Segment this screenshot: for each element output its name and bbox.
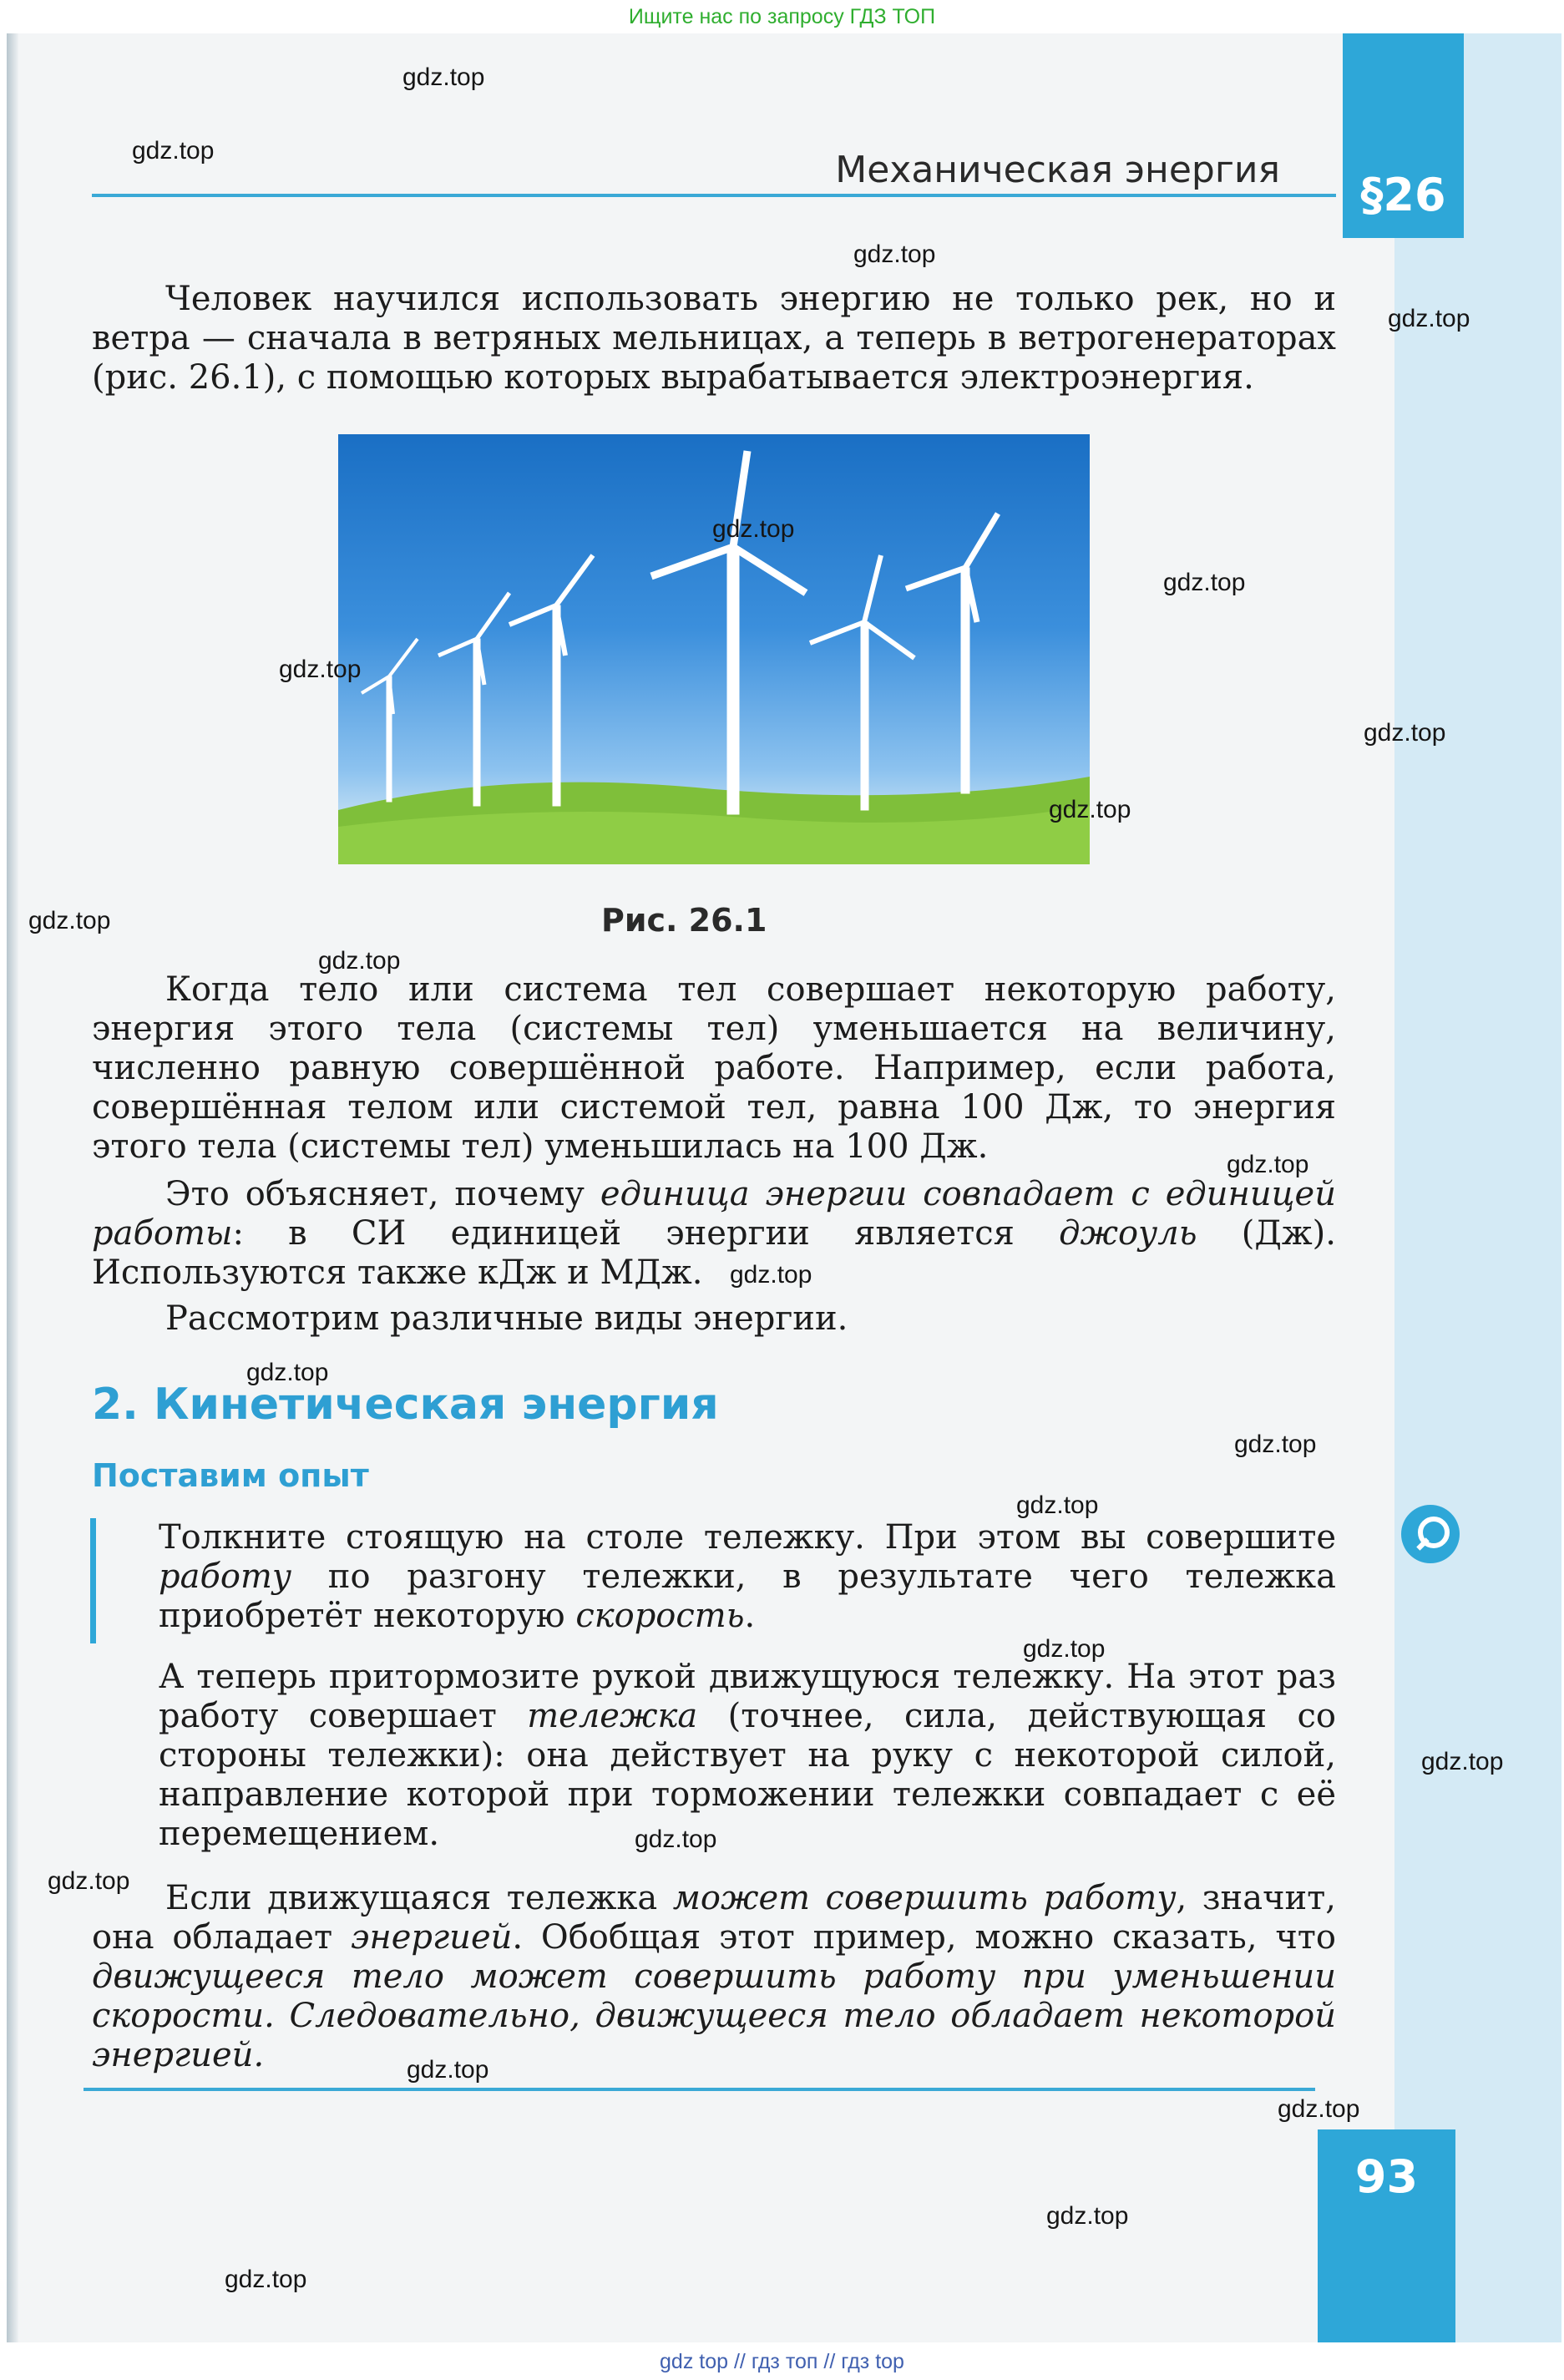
watermark: gdz.top <box>1023 1635 1106 1663</box>
units-text-a: Это объясняет, почему <box>165 1175 600 1213</box>
work-term: работу <box>159 1557 292 1596</box>
header-title: Механическая энергия <box>835 149 1280 191</box>
can-do-work-term: может совершить работу <box>672 1879 1177 1917</box>
bottom-banner: gdz top // гдз топ // гдз top <box>660 2350 904 2373</box>
paragraph-types: Рассмотрим различные виды энергии. <box>165 1299 848 1338</box>
experiment-title: Поставим опыт <box>92 1457 369 1494</box>
watermark: gdz.top <box>712 515 795 543</box>
units-text-c: : в СИ единицей энергии является <box>232 1214 1060 1253</box>
experiment-bar <box>90 1518 96 1643</box>
brake-text-c: (точнее, сила, действующая со стороны тележки): она действует на руку с некоторой силой, направление которой при торможении тележки совпадает с её перемещением. <box>159 1697 1336 1853</box>
energy-term: энергией <box>350 1918 513 1957</box>
figure-wind-turbines <box>338 434 1090 864</box>
watermark: gdz.top <box>225 2266 307 2293</box>
turbine-1 <box>362 639 418 802</box>
watermark: gdz.top <box>279 656 362 683</box>
watermark: gdz.top <box>246 1359 329 1386</box>
wind-turbines-illustration <box>338 434 1090 864</box>
paragraph-units <box>92 1175 1336 1293</box>
watermark: gdz.top <box>853 241 936 268</box>
watermark: gdz.top <box>1227 1151 1309 1178</box>
side-strip <box>1394 33 1561 2342</box>
watermark: gdz.top <box>1421 1748 1504 1775</box>
watermark: gdz.top <box>1016 1491 1099 1519</box>
magnifier-icon <box>1401 1505 1460 1563</box>
push-text-a: Толкните стоящую на столе тележку. При этом вы совершите <box>159 1518 1336 1557</box>
watermark: gdz.top <box>1388 305 1470 332</box>
watermark: gdz.top <box>132 137 215 165</box>
watermark: gdz.top <box>48 1867 130 1895</box>
turbine-4 <box>651 451 806 814</box>
watermark: gdz.top <box>1364 719 1446 747</box>
watermark: gdz.top <box>28 907 111 934</box>
top-banner: Ищите нас по запросу ГДЗ ТОП <box>628 5 936 28</box>
paragraph-wind: Человек научился использовать энергию не только рек, но и ветра — сначала в ветряных мельницах, а теперь в ветрогенераторах (рис. 26.1), с помощью которых вырабатывается электроэнергия. <box>92 280 1336 397</box>
watermark: gdz.top <box>1046 2202 1129 2230</box>
push-text-c: по разгону тележки, в результате чего тележка приобретёт некоторую <box>159 1557 1336 1635</box>
page-left-edge <box>7 33 18 2342</box>
watermark: gdz.top <box>1234 1431 1317 1458</box>
units-emphasis: единица энергии совпадает с единицей работы <box>92 1175 1336 1253</box>
conclusion-text-a: Если движущаяся тележка <box>165 1879 673 1917</box>
watermark: gdz.top <box>730 1261 812 1289</box>
units-text-e: (Дж). Используются также кДж и МДж. <box>92 1214 1336 1292</box>
section-heading-kinetic: 2. Кинетическая энергия <box>92 1380 719 1430</box>
watermark: gdz.top <box>1278 2095 1360 2123</box>
experiment-paragraph-push <box>159 1518 1336 1636</box>
experiment-paragraph-brake <box>159 1658 1336 1854</box>
watermark: gdz.top <box>318 947 401 975</box>
push-text-e: . <box>744 1597 756 1635</box>
conclusion-text-c: , значит, она обладает <box>92 1879 1337 1957</box>
conclusion-emphasis: движущееся тело может совершить работу при уменьшении скорости. Следовательно, движущееся тело обладает некоторой энергией. <box>92 1957 1336 2074</box>
paragraph-kinetic-conclusion <box>92 1879 1336 2075</box>
cart-term: тележка <box>527 1697 698 1735</box>
turbine-3 <box>509 555 593 806</box>
paragraph-work-energy: Когда тело или система тел совершает некоторую работу, энергия этого тела (системы тел) уменьшается на величину, численно равную совершённой работе. Например, если работа, совершённая телом или системой тел, равна 100 Дж, то энергия этого тела (системы тел) уменьшилась на 100 Дж. <box>92 970 1336 1166</box>
watermark: gdz.top <box>1049 796 1131 823</box>
figure-caption: Рис. 26.1 <box>601 902 767 939</box>
watermark: gdz.top <box>402 63 485 91</box>
section-tab: §26 <box>1343 33 1464 238</box>
conclusion-text-e: . Обобщая этот пример, можно сказать, что <box>512 1918 1337 1957</box>
header-rule <box>92 194 1336 197</box>
turbine-6 <box>906 514 998 793</box>
footer-rule <box>84 2088 1315 2091</box>
speed-term: скорость <box>575 1597 745 1635</box>
page-number-tab: 93 <box>1318 2129 1455 2342</box>
turbine-5 <box>810 555 914 810</box>
watermark: gdz.top <box>635 1826 717 1853</box>
turbine-2 <box>438 593 509 806</box>
brake-text-a: А теперь притормозите рукой движущуюся тележку. На этот раз работу совершает <box>159 1658 1336 1735</box>
watermark: gdz.top <box>1163 569 1246 596</box>
joule-term: джоуль <box>1059 1214 1197 1253</box>
watermark: gdz.top <box>407 2056 489 2084</box>
